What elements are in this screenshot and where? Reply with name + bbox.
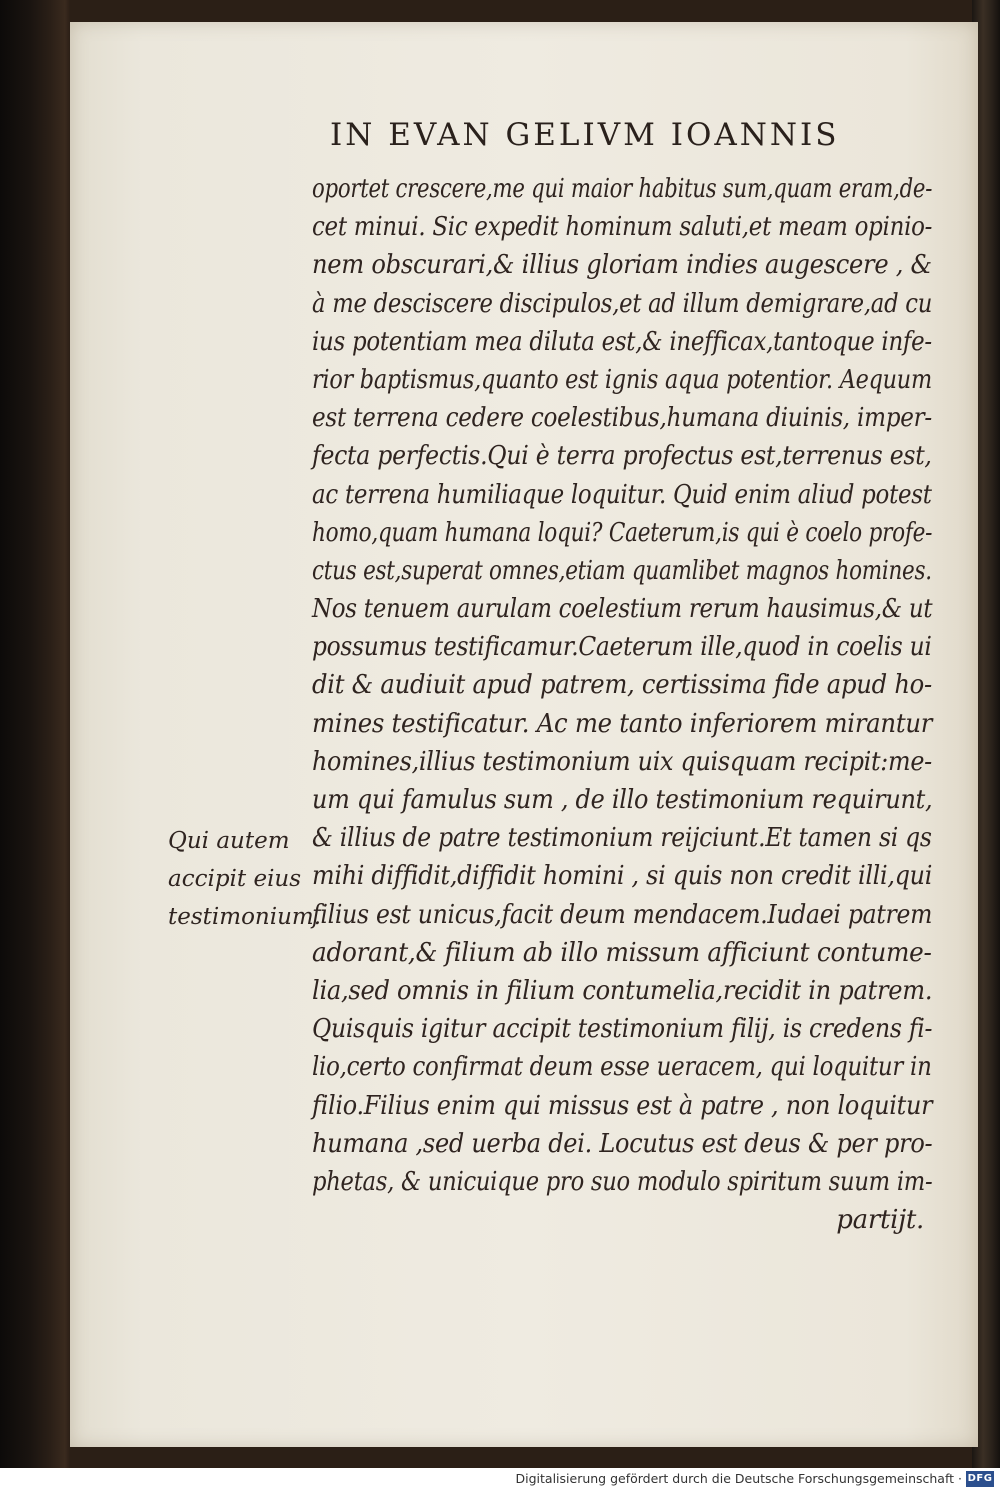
- text-line: ius potentiam mea diluta est,& inefficax,tantoque infe-: [312, 326, 932, 357]
- marginal-note-line: accipit eius: [168, 866, 302, 892]
- text-line: fecta perfectis.Qui è terra profectus est,terrenus est,: [312, 441, 932, 472]
- text-line: dit & audiuit apud patrem, certissima fide apud ho-: [312, 670, 932, 701]
- text-line: cet minui. Sic expedit hominum saluti,et meam opinio-: [312, 212, 933, 243]
- text-line: nem obscurari,& illius gloriam indies augescere , &: [312, 250, 932, 281]
- text-line: Nos tenuem aurulam coelestium rerum hausimus,& ut: [312, 594, 933, 625]
- text-line: filio.Filius enim qui missus est à patre , non loquitur: [312, 1090, 933, 1121]
- text-line: humana ,sed uerba dei. Locutus est deus & per pro-: [312, 1128, 933, 1159]
- text-line: mihi diffidit,diffidit homini , si quis non credit illi,qui: [312, 861, 933, 892]
- text-line: oportet crescere,me qui maior habitus sum,quam eram,de-: [312, 174, 933, 204]
- text-line: possumus testificamur.Caeterum ille,quod in coelis ui: [312, 632, 932, 663]
- text-line: ctus est,superat omnes,etiam quamlibet magnos homines.: [312, 555, 932, 586]
- text-line: ac terrena humiliaque loquitur. Quid enim aliud potest: [312, 479, 932, 510]
- text-line: adorant,& filium ab illo missum afficiunt contume-: [312, 937, 932, 968]
- text-line: filius est unicus,facit deum mendacem.Iudaei patrem: [312, 899, 933, 930]
- body-text: [312, 170, 932, 1239]
- text-line: lia,sed omnis in filium contumelia,recidit in patrem.: [312, 975, 933, 1006]
- marginal-note: [168, 822, 322, 936]
- text-line: Quisquis igitur accipit testimonium filij, is credens fi-: [312, 1014, 933, 1045]
- catchword: partijt.: [836, 1205, 924, 1236]
- text-line: rior baptismus,quanto est ignis aqua potentior. Aequum: [312, 364, 932, 395]
- text-line: mines testificatur. Ac me tanto inferiorem mirantur: [312, 708, 933, 739]
- text-line: um qui famulus sum , de illo testimonium requirunt,: [312, 785, 933, 815]
- footer-bar: [0, 1468, 1000, 1491]
- marginal-note-line: Qui autem: [168, 828, 290, 854]
- marginal-note-line: testimonium.: [168, 904, 322, 930]
- text-line: à me desciscere discipulos,et ad illum demigrare,ad cu: [312, 288, 933, 319]
- text-line: phetas, & unicuique pro suo modulo spiritum suum im-: [312, 1166, 933, 1197]
- text-line: & illius de patre testimonium reijciunt.Et tamen si qs: [312, 823, 932, 854]
- text-line: homines,illius testimonium uix quisquam recipit:me-: [312, 746, 932, 777]
- text-line: homo,quam humana loqui? Caeterum,is qui è coelo profe-: [312, 517, 933, 548]
- running-head: IN EVAN GELIVM IOANNIS: [330, 117, 840, 153]
- dfg-logo: DFG: [966, 1471, 994, 1487]
- text-line: lio,certo confirmat deum esse ueracem, qui loquitur in: [312, 1052, 932, 1083]
- text-line: est terrena cedere coelestibus,humana diuinis, imper-: [312, 403, 932, 434]
- footer-credit: Digitalisierung gefördert durch die Deutsche Forschungsgemeinschaft ·: [515, 1471, 962, 1486]
